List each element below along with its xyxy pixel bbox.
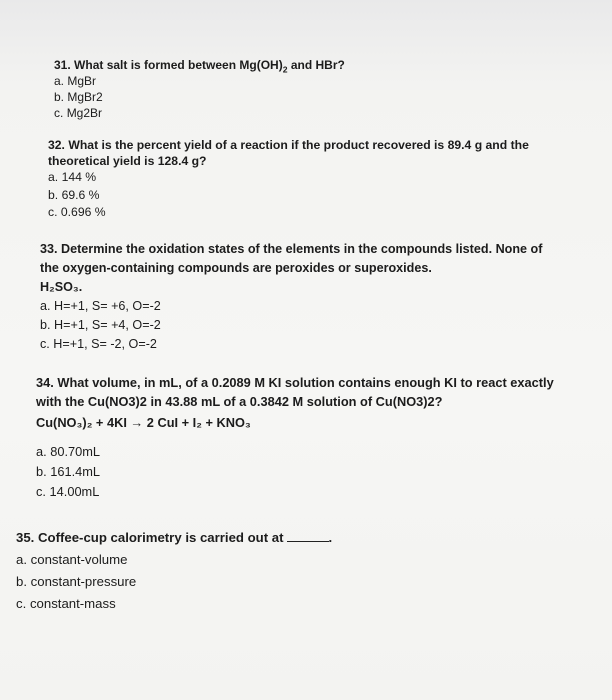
question-34-options bbox=[36, 442, 576, 502]
question-32-prompt: 32. What is the percent yield of a reaction if the product recovered is 89.4 g and the theoretical yield is 128.4 g? bbox=[48, 138, 529, 168]
question-34-option-c[interactable]: c. 14.00mL bbox=[36, 484, 100, 499]
question-33-compound: H₂SO₃. bbox=[40, 280, 83, 294]
question-35-option-b[interactable]: b. constant-pressure bbox=[16, 574, 137, 589]
question-32-option-c[interactable]: c. 0.696 % bbox=[48, 205, 106, 219]
question-31-option-c[interactable]: c. Mg2Br bbox=[54, 106, 103, 120]
question-32 bbox=[48, 137, 558, 222]
question-34 bbox=[36, 373, 576, 502]
question-33 bbox=[40, 240, 560, 354]
question-34-option-a[interactable]: a. 80.70mL bbox=[36, 444, 101, 459]
question-34-prompt: 34. What volume, in mL, of a 0.2089 M KI solution contains enough KI to react exactly with the Cu(NO3)2 in 43.88 mL of a 0.3842 M solution of Cu(NO3)2? bbox=[36, 375, 554, 409]
question-31-option-b[interactable]: b. MgBr2 bbox=[54, 90, 103, 104]
question-34-option-b[interactable]: b. 161.4mL bbox=[36, 464, 101, 479]
question-34-equation: Cu(NO₃)₂ + 4KI → 2 CuI + I₂ + KNO₃ bbox=[36, 415, 251, 430]
question-35-option-c[interactable]: c. constant-mass bbox=[16, 596, 116, 611]
question-35-option-a[interactable]: a. constant-volume bbox=[16, 552, 128, 567]
question-35-prompt: 35. Coffee-cup calorimetry is carried out at . bbox=[16, 530, 333, 545]
question-32-option-b[interactable]: b. 69.6 % bbox=[48, 187, 100, 202]
question-31 bbox=[54, 57, 345, 121]
question-31-prompt: 31. What salt is formed between $Mg(OH)_2$ and HBr? bbox=[54, 58, 345, 75]
question-35 bbox=[16, 527, 576, 615]
question-32-option-a[interactable]: a. 144 % bbox=[48, 170, 97, 184]
question-33-option-c[interactable]: c. H=+1, S= -2, O=-2 bbox=[40, 337, 157, 351]
question-33-option-b[interactable]: b. H=+1, S= +4, O=-2 bbox=[40, 318, 161, 332]
question-33-prompt: 33. Determine the oxidation states of the elements in the compounds listed. None of the oxygen-containing compounds are peroxides or superoxides. bbox=[40, 242, 543, 275]
question-33-option-a[interactable]: a. H=+1, S= +6, O=-2 bbox=[40, 299, 161, 313]
answer-blank bbox=[287, 529, 329, 542]
question-31-option-a[interactable]: a. MgBr bbox=[54, 74, 97, 88]
